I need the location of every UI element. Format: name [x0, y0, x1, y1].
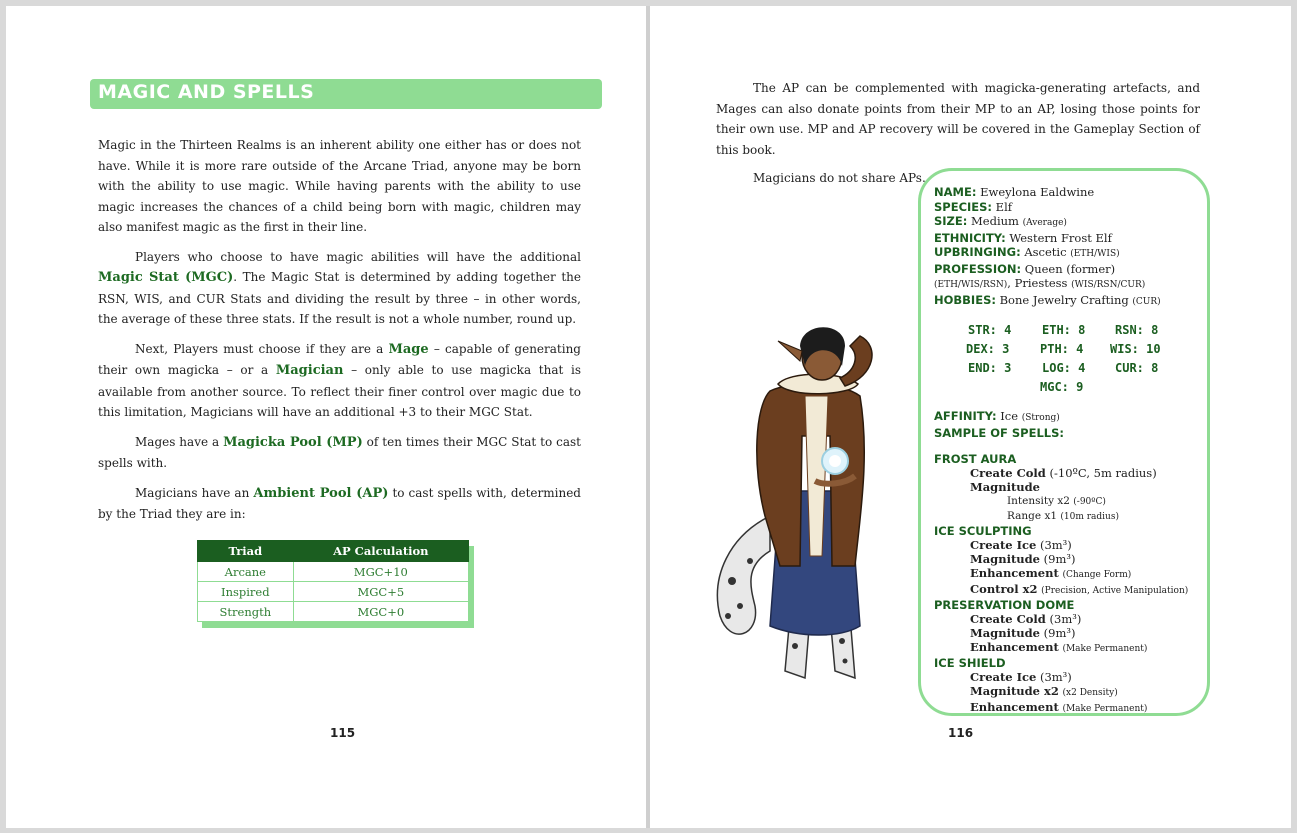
term-magic-stat: Magic Stat (MGC) — [98, 270, 234, 285]
stat-dex: DEX: 3 — [966, 342, 1010, 356]
right-page — [650, 6, 1291, 828]
spell-component: Create Ice (3m³) — [970, 538, 1072, 552]
term-magician: Magician — [275, 363, 344, 378]
spell-component: Magnitude (9m³) — [970, 626, 1076, 640]
table-row — [198, 582, 469, 602]
term-ambient-pool: Ambient Pool (AP) — [253, 485, 389, 501]
paragraph-1: The AP can be complemented with magicka-generating artefacts, and Mages can also donate points from their MP to an AP, losing those points for their own use. MP and AP recovery will be covered in the Gameplay Section of this book. — [716, 81, 1200, 157]
affinity-block — [934, 409, 1199, 440]
character-illustration-icon — [710, 316, 920, 696]
spell-component: Control x2 (Precision, Active Manipulation) — [970, 582, 1189, 596]
stat-wis: WIS: 10 — [1110, 342, 1161, 356]
name-row: NAME: Eweylona Ealdwine — [934, 185, 1095, 199]
size-row: SIZE: Medium (Average) — [934, 214, 1067, 228]
affinity-row: AFFINITY: Ice (Strong) — [934, 409, 1060, 423]
stat-rsn: RSN: 8 — [1115, 323, 1159, 337]
upbringing-row: UPBRINGING: Ascetic (ETH/WIS) — [934, 245, 1120, 259]
spell-component: Create Ice (3m³) — [970, 670, 1072, 684]
page-number: 115 — [330, 726, 356, 740]
paragraph-4: Mages have a Magicka Pool (MP) of ten times their MGC Stat to cast spells with. — [98, 434, 581, 470]
stat-end: END: 3 — [968, 361, 1012, 375]
ethnicity-row: ETHNICITY: Western Frost Elf — [934, 230, 1112, 245]
table-cell: Inspired — [198, 582, 294, 602]
spell-component: Magnitude x2 (x2 Density) — [970, 684, 1118, 698]
spell-component: Create Cold (3m³) — [970, 612, 1082, 626]
spell-list — [934, 452, 1204, 716]
table-row — [198, 562, 469, 582]
table-cell: MGC+0 — [293, 602, 468, 622]
stat-log: LOG: 4 — [1042, 361, 1086, 375]
table-cell: MGC+5 — [293, 582, 468, 602]
section-heading-banner — [90, 79, 602, 109]
table-header-row — [198, 541, 469, 562]
paragraph-2: Players who choose to have magic abilities will have the additional Magic Stat (MGC). The Magic Stat is determined by adding together the RSN, WIS, and CUR Stats and dividing the result by three – in other words, the average of these three stats. If the result is not a whole number, round up. — [98, 249, 581, 326]
term-mage: Mage — [388, 341, 429, 357]
spell-title: ICE SCULPTING — [934, 524, 1032, 538]
spell-component: Magnitude — [970, 480, 1040, 494]
left-page — [6, 6, 646, 828]
stat-pth: PTH: 4 — [1040, 342, 1084, 356]
spell-title: ICE SHIELD — [934, 656, 1006, 670]
sample-spells-label: SAMPLE OF SPELLS: — [934, 425, 1064, 440]
spell-component: Range x1 (10m radius) — [1007, 510, 1119, 522]
table-cell: Strength — [198, 602, 294, 622]
paragraph-5: Magicians have an Ambient Pool (AP) to cast spells with, determined by the Triad they are in: — [98, 485, 581, 521]
stat-str: STR: 4 — [968, 323, 1012, 337]
stat-eth: ETH: 8 — [1042, 323, 1086, 337]
character-info — [934, 185, 1199, 309]
profession-row: PROFESSION: Queen (former) — [934, 261, 1116, 276]
paragraph-1: Magic in the Thirteen Realms is an inherent ability one either has or does not have. While it is more rare outside of the Arcane Triad, anyone may be born with the ability to use magic. While having parents with the ability to use magic increases the chances of a child being born with magic, children may also manifest magic as the first in their line. — [98, 138, 581, 234]
spell-component: Intensity x2 (-90ºC) — [1007, 495, 1106, 507]
profession-row-2: (ETH/WIS/RSN), Priestess (WIS/RSN/CUR) — [934, 276, 1146, 290]
table-header: Triad — [198, 541, 294, 562]
table-header: AP Calculation — [293, 541, 468, 562]
stat-mgc: MGC: 9 — [1040, 380, 1084, 394]
table-row — [198, 602, 469, 622]
hobbies-row: HOBBIES: Bone Jewelry Crafting (CUR) — [934, 292, 1161, 307]
character-card — [918, 168, 1210, 716]
spell-title: PRESERVATION DOME — [934, 598, 1075, 612]
paragraph-3: Next, Players must choose if they are a Mage – capable of generating their own magicka – or a Magician – only able to use magicka that is available from another source. To reflect their finer control over magic due to this limitation, Magicians will have an additional +3 to their MGC Stat. — [98, 341, 581, 419]
spell-component: Magnitude (9m³) — [970, 552, 1076, 566]
table-cell: Arcane — [198, 562, 294, 582]
table-cell: MGC+10 — [293, 562, 468, 582]
page-number: 116 — [948, 726, 974, 740]
spell-component: Enhancement (Make Permanent) — [970, 640, 1148, 654]
paragraph-2: Magicians do not share APs. — [753, 171, 926, 185]
ap-calculation-table — [197, 540, 469, 622]
section-heading: MAGIC AND SPELLS — [98, 81, 315, 103]
spell-component: Create Cold (-10ºC, 5m radius) — [970, 466, 1157, 480]
spell-title: FROST AURA — [934, 452, 1017, 466]
stat-cur: CUR: 8 — [1115, 361, 1159, 375]
spell-component: Enhancement (Change Form) — [970, 566, 1132, 580]
term-magicka-pool: Magicka Pool (MP) — [223, 434, 363, 450]
species-row: SPECIES: Elf — [934, 199, 1013, 214]
spell-component: Enhancement (Make Permanent) — [970, 700, 1148, 714]
body-text — [98, 135, 581, 534]
